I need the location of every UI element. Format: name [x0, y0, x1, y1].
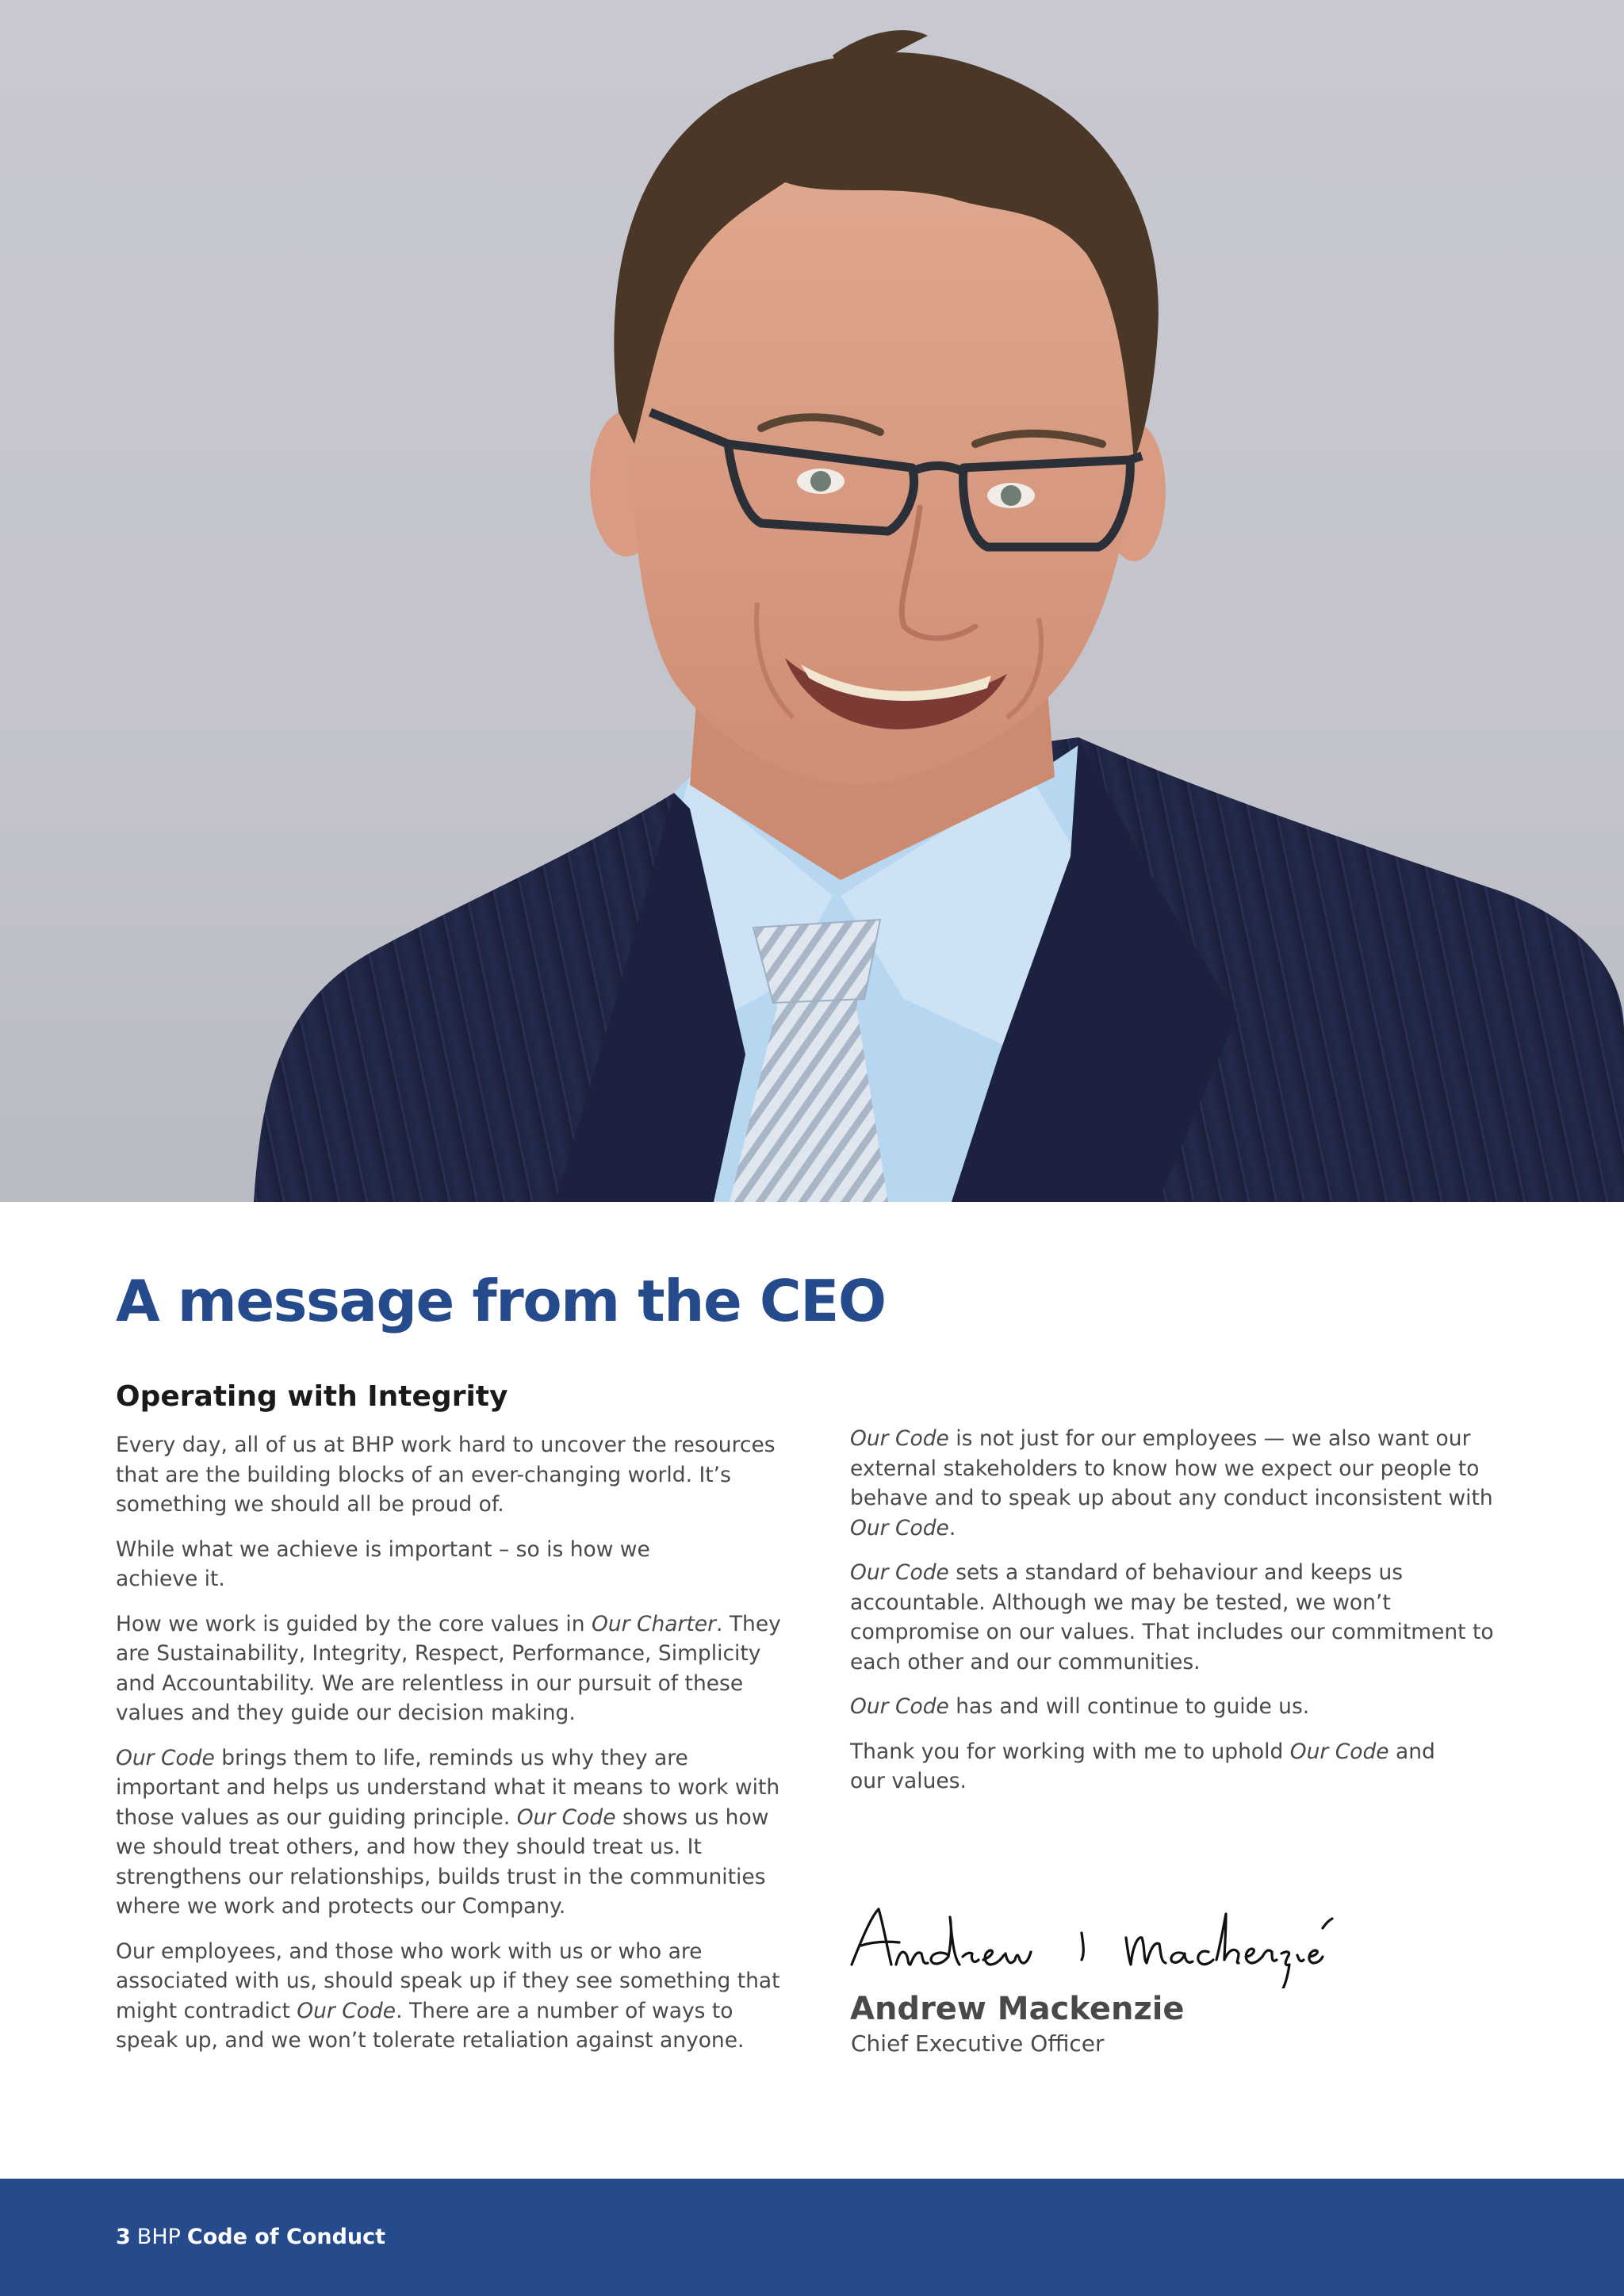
brand-name: BHP	[136, 2225, 181, 2249]
paragraph: How we work is guided by the core values in Our Charter. They are Sustainability, Integrity, Respect, Performance, Simplicity and Accountability. We are relentless in our pursuit of these values and they guide our decision making.	[116, 1611, 781, 1725]
document-name: Code of Conduct	[186, 2225, 386, 2249]
paragraph: Our Code sets a standard of behaviour and keeps us accountable. Although we may be tested, we won’t compromise on our values. That includes our commitment to each other and our communities.	[850, 1560, 1494, 1674]
paragraph: While what we achieve is important – so is how we achieve it.	[116, 1536, 650, 1591]
paragraph: Our Code has and will continue to guide us.	[850, 1694, 1310, 1719]
paragraph: Thank you for working with me to uphold Our Code and our values.	[850, 1739, 1435, 1793]
footer-bar	[0, 2179, 1624, 2296]
paragraph: Our Code brings them to life, reminds us why they are important and helps us understand what it means to work with those values as our guiding principle. Our Code shows us how we should treat others, and how they should treat us. It strengthens our relationships, builds trust in the communities where we work and protects our Company.	[116, 1745, 780, 1919]
paragraph: Our Code is not just for our employees — we also want our external stakeholders to know how we expect our people to behave and to speak up about any conduct inconsistent with Our Code.	[850, 1426, 1493, 1540]
page-number: 3	[116, 2225, 131, 2249]
paragraph: Our employees, and those who work with us or who are associated with us, should speak up if they see something that might contradict Our Code. There are a number of ways to speak up, and we won’t tolerate retaliation against anyone.	[116, 1938, 780, 2053]
paragraph: Every day, all of us at BHP work hard to uncover the resources that are the building blocks of an ever-changing world. It’s something we should all be proud of.	[116, 1433, 776, 1517]
left-column	[116, 1430, 782, 2071]
section-subtitle: Operating with Integrity	[116, 1380, 508, 1413]
right-column	[850, 1424, 1508, 1812]
footer-label	[116, 2223, 385, 2252]
handwritten-signature	[844, 1877, 1351, 1992]
signer-name: Andrew Mackenzie	[850, 1991, 1185, 2027]
page-title: A message from the CEO	[116, 1268, 886, 1334]
signer-title: Chief Executive Officer	[851, 2030, 1105, 2057]
